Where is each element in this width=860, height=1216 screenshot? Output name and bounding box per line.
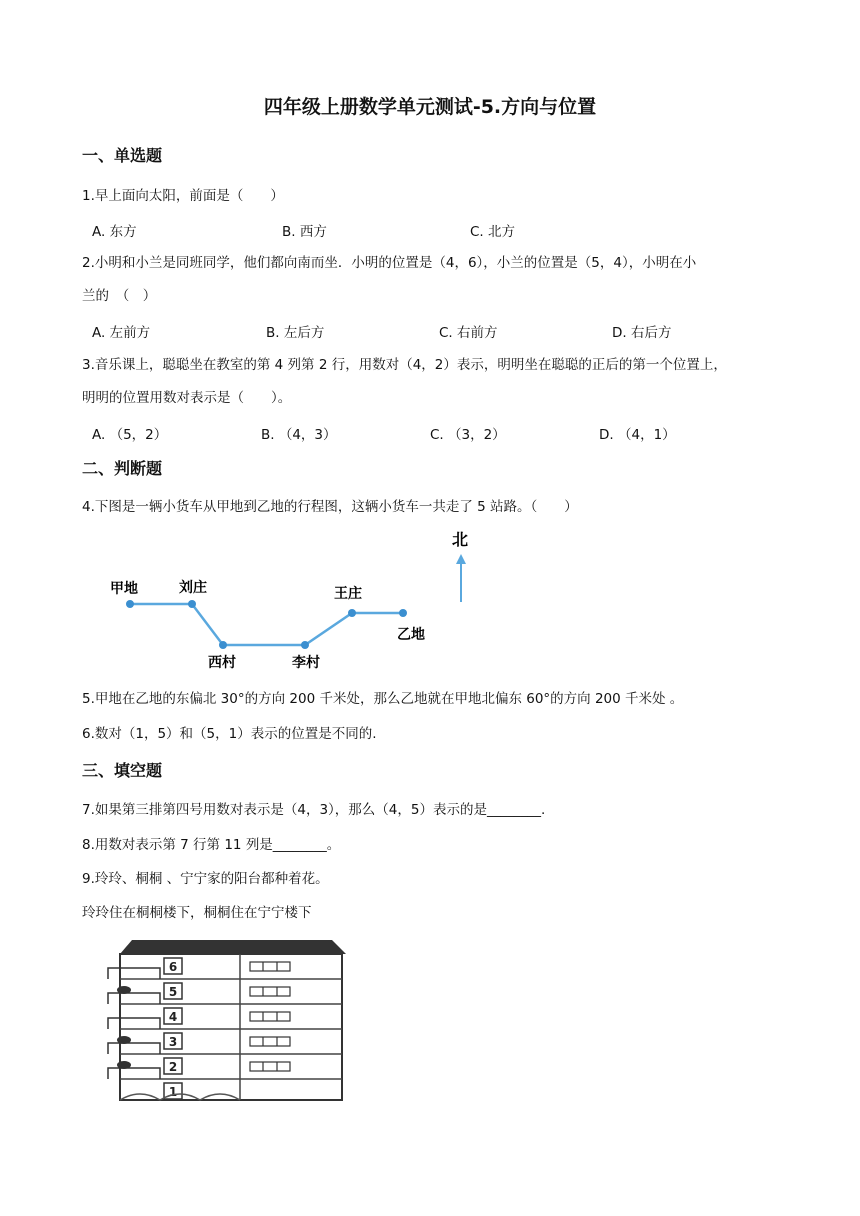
route-line: [130, 604, 403, 645]
stop-label-yidi: 乙地: [397, 627, 425, 643]
question-7: 7.如果第三排第四号用数对表示是（4，3），那么（4，5）表示的是________.: [82, 802, 546, 818]
stop-label-licun: 李村: [292, 655, 320, 671]
floor-1-number: 1: [168, 1085, 178, 1099]
question-3-line-2: 明明的位置用数对表示是（ ）。: [82, 390, 292, 406]
stop-dot-jiadi: [126, 600, 134, 608]
stop-label-jiadi: 甲地: [110, 581, 138, 597]
stop-dot-wangzhuang: [348, 609, 356, 617]
stop-label-wangzhuang: 王庄: [334, 586, 362, 602]
question-3-line-1: 3.音乐课上，聪聪坐在教室的第 4 列第 2 行，用数对（4，2）表示，明明坐在聪聪的正后的第一个位置上，: [82, 357, 727, 373]
floor-4-number: 4: [168, 1010, 178, 1024]
option-b[interactable]: B. （4，3）: [261, 427, 337, 443]
section-heading-fill-blank: 三、填空题: [82, 761, 163, 780]
question-1: 1.早上面向太阳，前面是（ ）: [82, 188, 284, 204]
option-c[interactable]: C. 右前方: [439, 325, 498, 341]
option-c[interactable]: C. （3，2）: [430, 427, 506, 443]
north-arrow-head-icon: [456, 554, 466, 564]
apartment-building-picture: [100, 936, 350, 1106]
section-heading-true-false: 二、判断题: [82, 459, 163, 478]
question-2-line-1: 2.小明和小兰是同班同学，他们都向南而坐．小明的位置是（4，6），小兰的位置是（5，4），小明在小: [82, 255, 697, 271]
option-d[interactable]: D. （4，1）: [599, 427, 676, 443]
question-1-options: [92, 220, 515, 240]
option-c[interactable]: C. 北方: [470, 224, 516, 240]
question-2-line-2: 兰的 （ ）: [82, 288, 157, 304]
question-6: 6.数对（1，5）和（5，1）表示的位置是不同的.: [82, 726, 377, 742]
stop-dot-liuzhuang: [188, 600, 196, 608]
option-d[interactable]: D. 右后方: [612, 325, 672, 341]
option-a[interactable]: A. 东方: [92, 224, 137, 240]
question-8: 8.用数对表示第 7 行第 11 列是________。: [82, 837, 341, 853]
option-a[interactable]: A. 左前方: [92, 325, 151, 341]
question-5: 5.甲地在乙地的东偏北 30°的方向 200 千米处，那么乙地就在甲地北偏东 60°的方向 200 千米处 。: [82, 691, 684, 707]
question-9: 9.玲玲、桐桐 、宁宁家的阳台都种着花。: [82, 871, 329, 887]
building-roof: [120, 940, 346, 954]
question-3-options: [92, 423, 676, 443]
stop-dot-licun: [301, 641, 309, 649]
question-4: 4.下图是一辆小货车从甲地到乙地的行程图，这辆小货车一共走了 5 站路。（ ）: [82, 499, 578, 515]
stop-label-liuzhuang: 刘庄: [179, 580, 207, 596]
section-heading-single-choice: 一、单选题: [82, 146, 163, 165]
floor-6-number: 6: [168, 960, 178, 974]
option-a[interactable]: A. （5，2）: [92, 427, 168, 443]
north-label: 北: [452, 530, 469, 549]
floor-3-number: 3: [168, 1035, 178, 1049]
stop-dot-xicun: [219, 641, 227, 649]
route-diagram: [100, 520, 480, 680]
building-body: [120, 954, 342, 1100]
page-title: 四年级上册数学单元测试-5.方向与位置: [263, 96, 597, 118]
floor-5-number: 5: [168, 985, 178, 999]
stop-dot-yidi: [399, 609, 407, 617]
question-9-subtext: 玲玲住在桐桐楼下，桐桐住在宁宁楼下: [82, 905, 312, 921]
question-2-options: [92, 321, 671, 341]
option-b[interactable]: B. 西方: [282, 224, 327, 240]
stop-label-xicun: 西村: [208, 655, 236, 671]
option-b[interactable]: B. 左后方: [266, 325, 325, 341]
floor-2-number: 2: [168, 1060, 178, 1074]
